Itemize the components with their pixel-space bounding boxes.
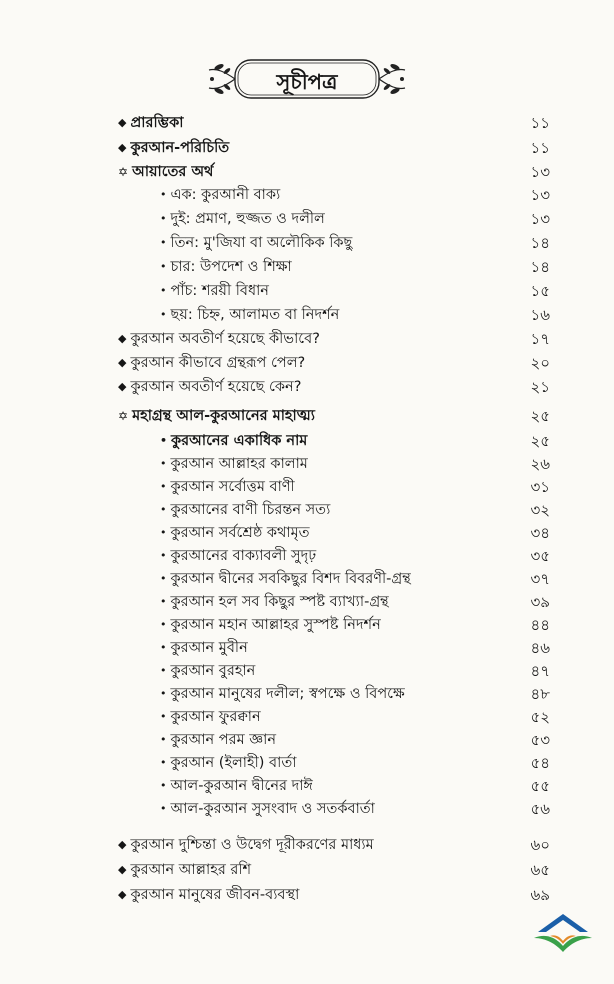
dot-bullet-icon: •	[160, 572, 167, 585]
dot-bullet-icon: •	[160, 549, 167, 562]
dot-bullet-icon: •	[160, 480, 167, 493]
diamond-bullet-icon: ◆	[118, 838, 127, 851]
publisher-logo-icon	[528, 910, 598, 954]
diamond-bullet-icon: ◆	[118, 141, 127, 154]
dot-bullet-icon: •	[160, 434, 168, 447]
entry-label: কুরআন হল সব কিছুর স্পষ্ট ব্যাখ্যা-গ্রন্থ	[170, 594, 389, 610]
toc-entry	[160, 545, 548, 567]
entry-page: ১৬	[530, 306, 550, 324]
toc-entry	[160, 453, 548, 475]
toc-entry	[160, 798, 548, 820]
entry-label: ছয়: চিহ্ন, আলামত বা নিদর্শন	[170, 307, 340, 323]
toc-entry	[160, 591, 548, 613]
entry-label: কুরআনের একাধিক নাম	[171, 433, 308, 449]
star-bullet-icon: ✡	[118, 409, 129, 423]
entry-label: দুই: প্রমাণ, হুজ্জত ও দলীল	[170, 211, 325, 227]
toc-entry	[160, 208, 548, 230]
entry-page: ৩২	[530, 501, 550, 519]
entry-label: কুরআন-পরিচিতি	[130, 140, 230, 156]
toc-entry	[160, 729, 548, 751]
entry-label: আল-কুরআন দ্বীনের দাঈ	[170, 778, 313, 794]
dot-bullet-icon: •	[160, 710, 167, 723]
toc-entry	[118, 161, 548, 183]
toc-entry	[160, 683, 548, 705]
entry-page: ১৩	[530, 163, 550, 181]
entry-page: ২৫	[530, 432, 550, 450]
diamond-bullet-icon: ◆	[118, 332, 127, 345]
toc-entry	[160, 280, 548, 302]
entry-label: প্রারম্ভিকা	[130, 115, 184, 131]
entry-page: ৩৯	[530, 593, 550, 611]
entry-page: ২৬	[530, 455, 550, 473]
toc-entry	[160, 256, 548, 278]
entry-label: এক: কুরআনী বাক্য	[170, 187, 281, 203]
entry-page: ৫৪	[530, 754, 550, 772]
toc-entry	[160, 499, 548, 521]
entry-label: কুরআন সর্বশ্রেষ্ঠ কথামৃত	[170, 525, 310, 541]
dot-bullet-icon: •	[160, 618, 167, 631]
entry-page: ৩৭	[530, 570, 550, 588]
toc-entry	[160, 232, 548, 254]
toc-entry	[118, 112, 548, 134]
dot-bullet-icon: •	[160, 779, 167, 792]
entry-label: পাঁচ: শরয়ী বিধান	[170, 283, 269, 299]
entry-label: কুরআন কীভাবে গ্রন্থরূপ পেল?	[130, 355, 306, 371]
entry-label: কুরআন ফুরক্বান	[170, 709, 261, 725]
entry-page: ৪৭	[530, 662, 550, 680]
dot-bullet-icon: •	[160, 664, 167, 677]
entry-page: ২০	[530, 354, 550, 372]
entry-label: কুরআন অবতীর্ণ হয়েছে কেন?	[130, 379, 302, 395]
toc-entry	[160, 184, 548, 206]
toc-entry	[160, 660, 548, 682]
entry-label: তিন: মু'জিযা বা অলৌকিক কিছু	[170, 235, 353, 251]
diamond-bullet-icon: ◆	[118, 356, 127, 369]
toc-entry	[160, 568, 548, 590]
dot-bullet-icon: •	[160, 284, 167, 297]
diamond-bullet-icon: ◆	[118, 380, 127, 393]
diamond-bullet-icon: ◆	[118, 116, 127, 129]
entry-page: ১৪	[530, 258, 550, 276]
entry-label: কুরআন মানুষের জীবন-ব্যবস্থা	[130, 887, 300, 903]
toc-entry	[118, 137, 548, 159]
entry-page: ৩১	[530, 478, 550, 496]
entry-page: ১৪	[530, 234, 550, 252]
entry-label: কুরআনের বাক্যাবলী সুদৃঢ়	[170, 548, 317, 564]
entry-page: ১৩	[530, 210, 550, 228]
toc-entry	[160, 304, 548, 326]
dot-bullet-icon: •	[160, 526, 167, 539]
dot-bullet-icon: •	[160, 756, 167, 769]
entry-label: কুরআন অবতীর্ণ হয়েছে কীভাবে?	[130, 331, 320, 347]
entry-label: চার: উপদেশ ও শিক্ষা	[170, 259, 292, 275]
dot-bullet-icon: •	[160, 503, 167, 516]
entry-page: ৩৪	[530, 524, 550, 542]
toc-entry	[118, 328, 548, 350]
entry-page: ৬০	[530, 836, 550, 854]
entry-page: ৫৫	[530, 777, 550, 795]
entry-page: ২৫	[530, 407, 550, 425]
entry-label: কুরআন পরম জ্ঞান	[170, 732, 277, 748]
toc-entry	[118, 834, 548, 856]
toc-entry	[118, 884, 548, 906]
toc-entry	[118, 405, 548, 427]
entry-label: কুরআন মহান আল্লাহর সুস্পষ্ট নিদর্শন	[170, 617, 381, 633]
dot-bullet-icon: •	[160, 308, 167, 321]
dot-bullet-icon: •	[160, 188, 167, 201]
entry-page: ৪৪	[530, 616, 550, 634]
dot-bullet-icon: •	[160, 212, 167, 225]
entry-label: কুরআনের বাণী চিরন্তন সত্য	[170, 502, 331, 518]
entry-label: কুরআন দুশ্চিন্তা ও উদ্বেগ দূরীকরণের মাধ্যম	[130, 837, 374, 853]
dot-bullet-icon: •	[160, 733, 167, 746]
entry-label: কুরআন মুবীন	[170, 640, 248, 656]
entry-page: ২১	[530, 378, 550, 396]
entry-page: ৫২	[530, 708, 550, 726]
diamond-bullet-icon: ◆	[118, 863, 127, 876]
toc-entry	[160, 752, 548, 774]
toc-entry	[160, 637, 548, 659]
entry-label: কুরআন দ্বীনের সবকিছুর বিশদ বিবরণী-গ্রন্থ	[170, 571, 411, 587]
dot-bullet-icon: •	[160, 595, 167, 608]
toc-entry	[160, 775, 548, 797]
entry-page: ৬৯	[530, 886, 550, 904]
page-title: সূচীপত্র	[276, 69, 338, 94]
toc-entry	[118, 352, 548, 374]
entry-page: ১৭	[530, 330, 550, 348]
entry-page: ৫৬	[530, 800, 550, 818]
entry-label: কুরআন সর্বোত্তম বাণী	[170, 479, 295, 495]
toc-entry	[160, 614, 548, 636]
entry-page: ১৫	[530, 282, 550, 300]
dot-bullet-icon: •	[160, 457, 167, 470]
entry-label: কুরআন মানুষের দলীল; স্বপক্ষে ও বিপক্ষে	[170, 686, 405, 702]
toc-entry	[118, 859, 548, 881]
entry-page: ১১	[530, 114, 550, 132]
entry-label: আল-কুরআন সুসংবাদ ও সতর্কবার্তা	[170, 801, 375, 817]
entry-label: কুরআন (ইলাহী) বার্তা	[170, 755, 297, 771]
dot-bullet-icon: •	[160, 802, 167, 815]
toc-entry	[118, 376, 548, 398]
entry-page: ৬৫	[530, 861, 550, 879]
star-bullet-icon: ✡	[118, 165, 129, 179]
entry-page: ৫৩	[530, 731, 550, 749]
toc-entry	[160, 430, 548, 452]
dot-bullet-icon: •	[160, 641, 167, 654]
diamond-bullet-icon: ◆	[118, 888, 127, 901]
dot-bullet-icon: •	[160, 236, 167, 249]
entry-page: ১১	[530, 139, 550, 157]
dot-bullet-icon: •	[160, 687, 167, 700]
entry-label: কুরআন বুরহান	[170, 663, 256, 679]
entry-label: কুরআন আল্লাহর রশি	[130, 862, 252, 878]
entry-page: ৪৬	[530, 639, 550, 657]
toc-entry	[160, 706, 548, 728]
entry-page: ৪৮	[530, 685, 550, 703]
entry-label: আয়াতের অর্থ	[132, 164, 214, 180]
dot-bullet-icon: •	[160, 260, 167, 273]
entry-page: ১৩	[530, 186, 550, 204]
entry-label: মহাগ্রন্থ আল-কুরআনের মাহাত্ম্য	[132, 408, 315, 424]
entry-page: ৩৫	[530, 547, 550, 565]
toc-entry	[160, 522, 548, 544]
entry-label: কুরআন আল্লাহর কালাম	[170, 456, 308, 472]
toc-entry	[160, 476, 548, 498]
